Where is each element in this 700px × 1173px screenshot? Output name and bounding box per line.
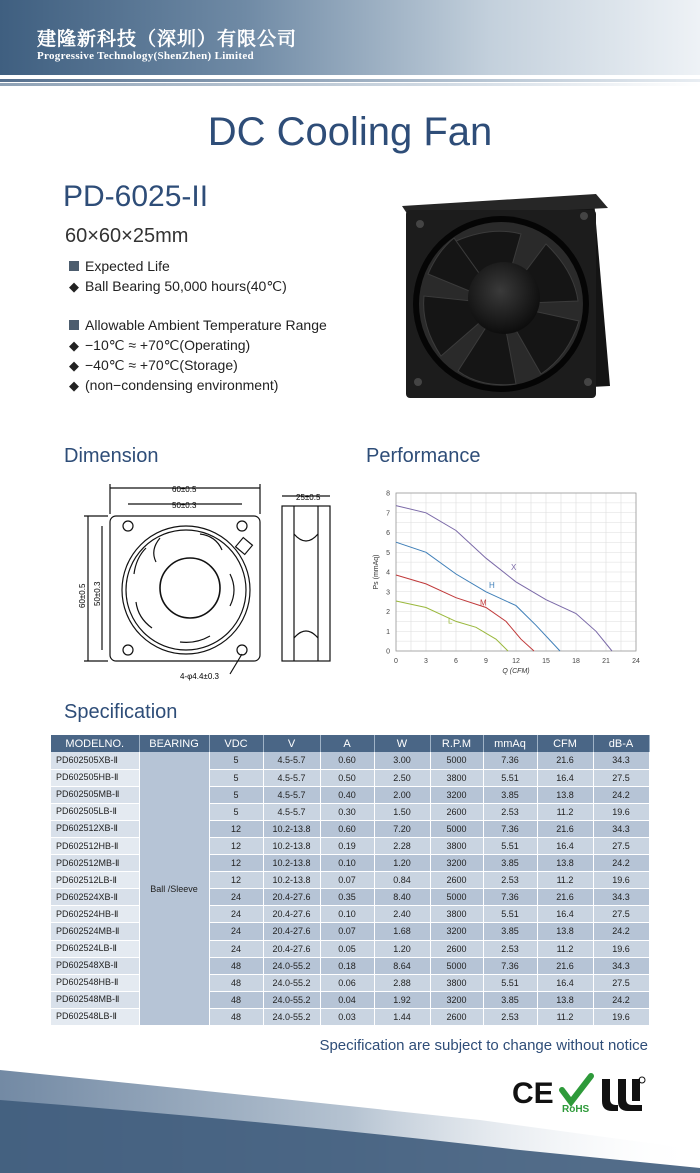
table-cell: 12 — [209, 837, 263, 854]
table-cell: 5000 — [430, 752, 483, 769]
table-cell: 2600 — [430, 803, 483, 820]
table-cell: 5000 — [430, 820, 483, 837]
dim-depth: 25±0.5 — [296, 493, 321, 502]
table-cell: 5 — [209, 769, 263, 786]
x-tick-label: 12 — [512, 658, 520, 665]
column-header: R.P.M — [430, 735, 483, 752]
rohs-label: RoHS — [562, 1104, 590, 1114]
table-cell: 24.0-55.2 — [263, 974, 320, 991]
x-tick-label: 6 — [454, 658, 458, 665]
table-cell: 16.4 — [537, 906, 593, 923]
table-cell: 0.07 — [320, 923, 374, 940]
table-cell: 13.8 — [537, 786, 593, 803]
table-cell: 24.0-55.2 — [263, 991, 320, 1008]
table-cell: 0.35 — [320, 889, 374, 906]
feature-item — [69, 357, 238, 374]
table-cell: 24.0-55.2 — [263, 957, 320, 974]
diamond-bullet-icon: ◆ — [69, 358, 79, 373]
table-cell: 5000 — [430, 957, 483, 974]
table-cell: 13.8 — [537, 855, 593, 872]
table-cell: 16.4 — [537, 974, 593, 991]
table-cell: 2.53 — [483, 803, 537, 820]
y-tick-label: 1 — [386, 628, 390, 636]
table-cell: 11.2 — [537, 1008, 593, 1025]
table-cell: 10.2-13.8 — [263, 872, 320, 889]
table-cell: 1.20 — [374, 940, 430, 957]
model-cell: PD602524XB-Ⅱ — [51, 889, 139, 906]
x-tick-label: 9 — [484, 658, 488, 665]
table-cell: 3800 — [430, 974, 483, 991]
table-cell: 2.53 — [483, 940, 537, 957]
table-cell: 12 — [209, 872, 263, 889]
series-line-m — [396, 575, 534, 651]
table-cell: 21.6 — [537, 889, 593, 906]
model-cell: PD602505LB-Ⅱ — [51, 803, 139, 820]
table-cell: 20.4-27.6 — [263, 923, 320, 940]
table-cell: 1.92 — [374, 991, 430, 1008]
table-cell: 20.4-27.6 — [263, 889, 320, 906]
table-cell: 12 — [209, 855, 263, 872]
ul-recognized-icon — [598, 1075, 646, 1113]
table-cell: 3.85 — [483, 855, 537, 872]
y-tick-label: 2 — [386, 609, 390, 616]
table-cell: 0.03 — [320, 1008, 374, 1025]
y-tick-label: 0 — [386, 648, 390, 656]
series-label-l: L — [448, 616, 453, 626]
model-cell: PD602512HB-Ⅱ — [51, 837, 139, 854]
model-cell: PD602524LB-Ⅱ — [51, 940, 139, 957]
table-cell: 0.60 — [320, 820, 374, 837]
model-cell: PD602548HB-Ⅱ — [51, 974, 139, 991]
table-cell: 2600 — [430, 872, 483, 889]
table-cell: 0.19 — [320, 837, 374, 854]
dimension-drawing — [60, 478, 350, 688]
table-cell: 1.20 — [374, 855, 430, 872]
table-cell: 20.4-27.6 — [263, 906, 320, 923]
table-cell: 34.3 — [593, 820, 649, 837]
table-cell: 5 — [209, 786, 263, 803]
model-cell: PD602505HB-Ⅱ — [51, 769, 139, 786]
table-cell: 48 — [209, 1008, 263, 1025]
table-cell: 24.0-55.2 — [263, 1008, 320, 1025]
company-name-chinese: 建隆新科技（深圳）有限公司 — [37, 28, 298, 50]
table-cell: 21.6 — [537, 752, 593, 769]
dim-width-outer: 60±0.5 — [172, 485, 197, 494]
table-cell: 16.4 — [537, 837, 593, 854]
dim-width-inner: 50±0.3 — [172, 501, 197, 510]
model-cell: PD602512MB-Ⅱ — [51, 855, 139, 872]
table-cell: 3.85 — [483, 991, 537, 1008]
y-axis-label: Ps (mmAq) — [373, 554, 380, 590]
table-cell: 11.2 — [537, 940, 593, 957]
column-header: VDC — [209, 735, 263, 752]
fan-photo — [396, 186, 614, 408]
table-cell: 10.2-13.8 — [263, 837, 320, 854]
model-cell: PD602505MB-Ⅱ — [51, 786, 139, 803]
feature-text: −40℃ ≈ +70℃(Storage) — [85, 357, 238, 373]
table-header-row — [51, 735, 649, 752]
feature-item — [69, 258, 170, 274]
table-cell: 11.2 — [537, 872, 593, 889]
header-divider — [0, 79, 700, 82]
column-header: dB-A — [593, 735, 649, 752]
table-cell: 3200 — [430, 855, 483, 872]
table-cell: 2.53 — [483, 1008, 537, 1025]
table-cell: 24.2 — [593, 855, 649, 872]
section-title-performance: Performance — [366, 445, 481, 467]
table-cell: 2.50 — [374, 769, 430, 786]
product-size: 60×60×25mm — [65, 225, 189, 247]
table-cell: 24 — [209, 923, 263, 940]
table-cell: 19.6 — [593, 872, 649, 889]
table-cell: 3.85 — [483, 786, 537, 803]
series-line-h — [396, 542, 560, 651]
table-cell: 3.85 — [483, 923, 537, 940]
feature-text: Expected Life — [85, 258, 170, 274]
dim-height-outer: 60±0.5 — [78, 583, 87, 608]
table-cell: 27.5 — [593, 837, 649, 854]
table-cell: 3800 — [430, 906, 483, 923]
section-title-specification: Specification — [64, 701, 178, 723]
table-cell: 5.51 — [483, 769, 537, 786]
table-cell: 0.40 — [320, 786, 374, 803]
y-tick-label: 3 — [386, 589, 390, 597]
table-cell: 2.00 — [374, 786, 430, 803]
table-cell: 0.60 — [320, 752, 374, 769]
performance-chart — [360, 483, 660, 683]
table-cell: 5 — [209, 752, 263, 769]
table-cell: 4.5-5.7 — [263, 769, 320, 786]
table-cell: 0.84 — [374, 872, 430, 889]
table-cell: 3800 — [430, 769, 483, 786]
table-cell: 0.05 — [320, 940, 374, 957]
table-cell: 19.6 — [593, 1008, 649, 1025]
column-header: mmAq — [483, 735, 537, 752]
series-line-x — [396, 506, 612, 651]
table-body — [51, 752, 649, 1026]
table-cell: 5000 — [430, 889, 483, 906]
table-cell: 27.5 — [593, 906, 649, 923]
column-header: V — [263, 735, 320, 752]
model-cell: PD602524HB-Ⅱ — [51, 906, 139, 923]
table-cell: 3200 — [430, 786, 483, 803]
ce-mark: CE — [512, 1077, 554, 1110]
table-cell: 0.10 — [320, 906, 374, 923]
table-cell: 19.6 — [593, 940, 649, 957]
table-cell: 4.5-5.7 — [263, 786, 320, 803]
table-cell: 2.40 — [374, 906, 430, 923]
table-cell: 34.3 — [593, 957, 649, 974]
table-cell: 24.2 — [593, 991, 649, 1008]
x-tick-label: 0 — [394, 658, 398, 665]
feature-item — [69, 337, 250, 354]
table-cell: 7.20 — [374, 820, 430, 837]
table-cell: 7.36 — [483, 957, 537, 974]
table-cell: 2.28 — [374, 837, 430, 854]
table-cell: 13.8 — [537, 923, 593, 940]
table-cell: 0.04 — [320, 991, 374, 1008]
series-line-l — [396, 598, 508, 651]
table-cell: 27.5 — [593, 769, 649, 786]
table-cell: 0.18 — [320, 957, 374, 974]
feature-item — [69, 317, 327, 333]
spec-disclaimer: Specification are subject to change without notice — [319, 1037, 648, 1054]
table-cell: 0.30 — [320, 803, 374, 820]
company-name-english: Progressive Technology(ShenZhen) Limited — [37, 50, 254, 62]
table-cell: 16.4 — [537, 769, 593, 786]
table-cell: 34.3 — [593, 752, 649, 769]
dim-hole: 4-φ4.4±0.3 — [180, 672, 219, 681]
table-cell: 8.40 — [374, 889, 430, 906]
table-cell: 1.68 — [374, 923, 430, 940]
table-cell: 0.10 — [320, 855, 374, 872]
header-divider-secondary — [0, 83, 700, 86]
bearing-cell: Ball /Sleeve — [139, 752, 209, 1026]
diamond-bullet-icon: ◆ — [69, 378, 79, 393]
table-cell: 3800 — [430, 837, 483, 854]
feature-text: Allowable Ambient Temperature Range — [85, 317, 327, 333]
y-tick-label: 7 — [386, 510, 390, 518]
feature-item — [69, 278, 287, 295]
section-title-dimension: Dimension — [64, 445, 159, 467]
table-cell: 48 — [209, 957, 263, 974]
table-row — [51, 752, 649, 769]
series-label-m: M — [480, 598, 487, 608]
table-cell: 24.2 — [593, 786, 649, 803]
x-tick-label: 15 — [542, 658, 550, 665]
y-tick-label: 5 — [386, 549, 390, 557]
x-tick-label: 21 — [602, 658, 610, 665]
page-title: DC Cooling Fan — [207, 110, 493, 154]
column-header: MODELNO. — [51, 735, 139, 752]
model-cell: PD602548LB-Ⅱ — [51, 1008, 139, 1025]
table-cell: 3.00 — [374, 752, 430, 769]
table-cell: 10.2-13.8 — [263, 855, 320, 872]
table-cell: 10.2-13.8 — [263, 820, 320, 837]
square-bullet-icon — [69, 320, 79, 330]
table-cell: 0.50 — [320, 769, 374, 786]
table-cell: 19.6 — [593, 803, 649, 820]
feature-text: −10℃ ≈ +70℃(Operating) — [85, 337, 251, 353]
table-cell: 7.36 — [483, 752, 537, 769]
column-header: W — [374, 735, 430, 752]
table-cell: 1.44 — [374, 1008, 430, 1025]
model-cell: PD602548MB-Ⅱ — [51, 991, 139, 1008]
model-cell: PD602505XB-Ⅱ — [51, 752, 139, 769]
table-cell: 12 — [209, 820, 263, 837]
table-cell: 3200 — [430, 923, 483, 940]
y-tick-label: 4 — [386, 569, 390, 577]
table-cell: 24 — [209, 889, 263, 906]
x-tick-label: 3 — [424, 658, 428, 665]
specification-table — [51, 735, 650, 1026]
y-tick-label: 8 — [386, 490, 390, 498]
series-label-h: H — [489, 580, 495, 590]
table-cell: 2600 — [430, 940, 483, 957]
column-header: A — [320, 735, 374, 752]
x-axis-label: Q (CFM) — [502, 668, 530, 675]
table-cell: 8.64 — [374, 957, 430, 974]
table-cell: 3200 — [430, 991, 483, 1008]
table-cell: 20.4-27.6 — [263, 940, 320, 957]
dim-height-inner: 50±0.3 — [93, 581, 102, 606]
diamond-bullet-icon: ◆ — [69, 338, 79, 353]
table-cell: 24 — [209, 940, 263, 957]
rohs-icon — [556, 1072, 596, 1114]
table-cell: 11.2 — [537, 803, 593, 820]
feature-text: (non−condensing environment) — [85, 377, 279, 393]
table-cell: 0.06 — [320, 974, 374, 991]
table-cell: 24 — [209, 906, 263, 923]
square-bullet-icon — [69, 261, 79, 271]
product-model: PD-6025-II — [63, 180, 209, 213]
y-tick-label: 6 — [386, 530, 390, 537]
x-tick-label: 24 — [632, 658, 640, 665]
table-cell: 2.88 — [374, 974, 430, 991]
table-cell: 5.51 — [483, 974, 537, 991]
table-cell: 13.8 — [537, 991, 593, 1008]
model-cell: PD602512LB-Ⅱ — [51, 872, 139, 889]
table-cell: 7.36 — [483, 820, 537, 837]
table-cell: 5.51 — [483, 906, 537, 923]
table-cell: 34.3 — [593, 889, 649, 906]
table-cell: 4.5-5.7 — [263, 752, 320, 769]
feature-text: Ball Bearing 50,000 hours(40℃) — [85, 278, 287, 294]
table-cell: 4.5-5.7 — [263, 803, 320, 820]
table-cell: 1.50 — [374, 803, 430, 820]
model-cell: PD602548XB-Ⅱ — [51, 957, 139, 974]
table-cell: 2.53 — [483, 872, 537, 889]
table-cell: 48 — [209, 991, 263, 1008]
column-header: CFM — [537, 735, 593, 752]
table-cell: 21.6 — [537, 957, 593, 974]
model-cell: PD602512XB-Ⅱ — [51, 820, 139, 837]
series-label-x: X — [511, 563, 517, 573]
table-cell: 2600 — [430, 1008, 483, 1025]
table-cell: 48 — [209, 974, 263, 991]
table-cell: 0.07 — [320, 872, 374, 889]
column-header: BEARING — [139, 735, 209, 752]
model-cell: PD602524MB-Ⅱ — [51, 923, 139, 940]
table-cell: 27.5 — [593, 974, 649, 991]
table-cell: 7.36 — [483, 889, 537, 906]
table-cell: 5.51 — [483, 837, 537, 854]
diamond-bullet-icon: ◆ — [69, 279, 79, 294]
company-header — [0, 0, 700, 75]
feature-item — [69, 377, 278, 394]
x-tick-label: 18 — [572, 658, 580, 665]
table-cell: 5 — [209, 803, 263, 820]
table-cell: 21.6 — [537, 820, 593, 837]
table-cell: 24.2 — [593, 923, 649, 940]
